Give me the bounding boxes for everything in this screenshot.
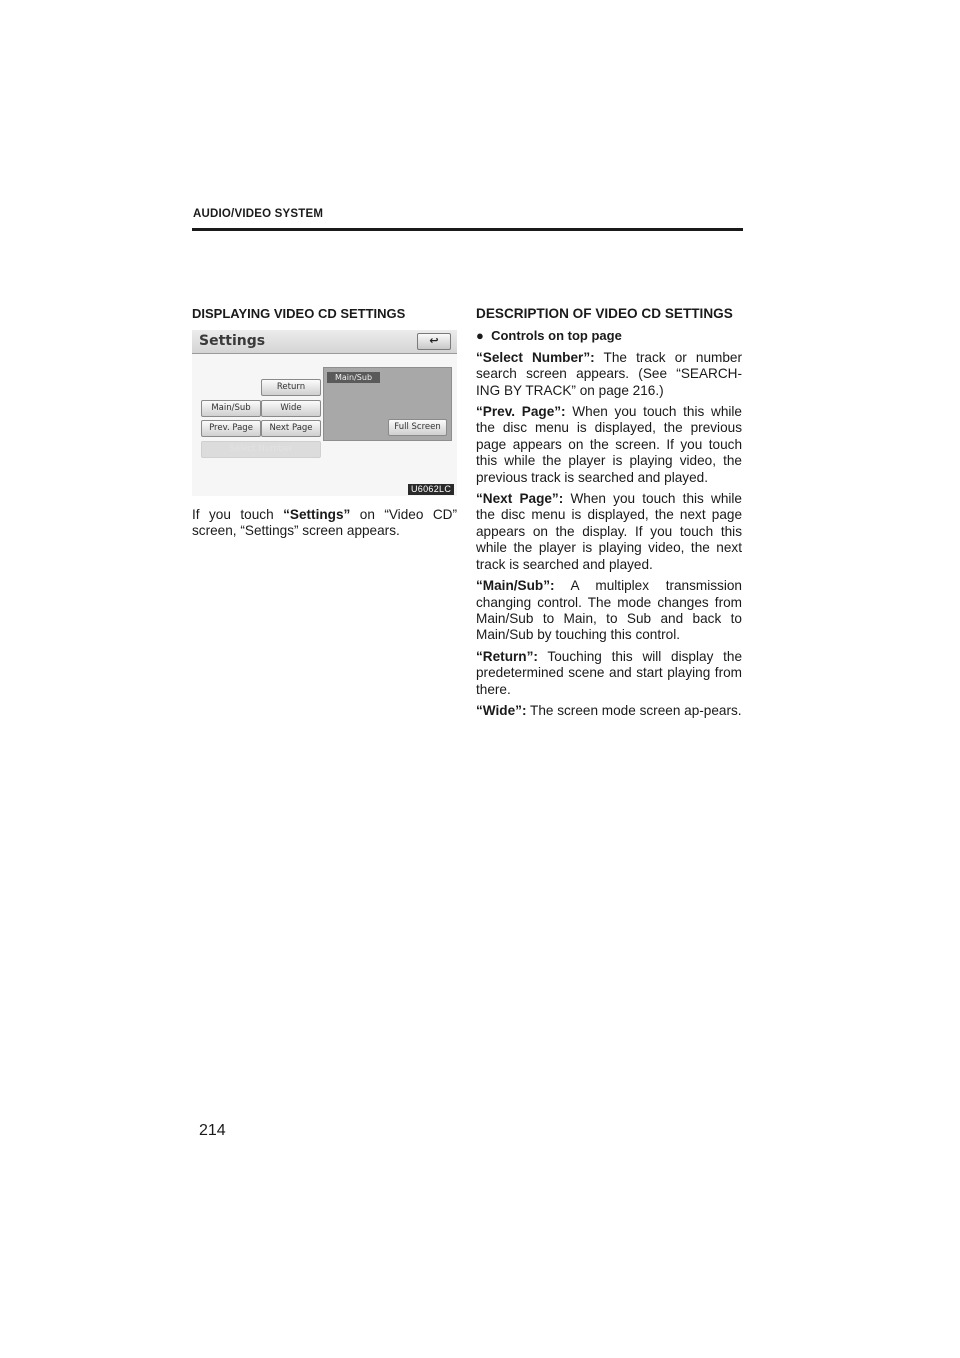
- return-button[interactable]: Return: [261, 379, 321, 396]
- item-wide: [476, 703, 742, 719]
- item-return: [476, 649, 742, 698]
- intro-text-2: on “Video CD” screen, “Settings” screen appears.: [192, 507, 457, 539]
- bullet-icon: ●: [476, 328, 484, 344]
- select-number-button[interactable]: Select Number: [201, 441, 321, 458]
- item-desc: Touching this will display the predetermined scene and start playing from there.: [476, 648, 742, 697]
- item-prev-page: [476, 404, 742, 486]
- item-term: “Return”:: [476, 648, 538, 664]
- item-term: “Wide”:: [476, 702, 527, 718]
- figure-titlebar: [192, 330, 457, 354]
- back-arrow-icon[interactable]: ↩: [417, 333, 451, 350]
- next-page-button[interactable]: Next Page: [261, 420, 321, 437]
- full-screen-button[interactable]: Full Screen: [388, 419, 447, 436]
- item-desc: A multiplex transmission changing control. The mode changes from Main/Sub to Main, to Sub and back to Main/Sub by touching this control.: [476, 578, 742, 643]
- video-mode-label: Main/Sub: [327, 372, 380, 383]
- figure-screen-title: Settings: [199, 333, 266, 349]
- running-header: AUDIO/VIDEO SYSTEM: [193, 208, 324, 220]
- controls-subheading: [476, 328, 742, 344]
- item-desc: The screen mode screen ap-pears.: [526, 702, 742, 718]
- subheading-text: Controls on top page: [491, 328, 622, 344]
- intro-text-1: If you touch: [192, 507, 284, 522]
- item-term: “Next Page”:: [476, 491, 564, 507]
- item-desc: When you touch this while the disc menu is displayed, the next page appears on the display. If you touch this while the player is playing video, the next track is searched and played.: [476, 491, 742, 572]
- item-term: “Select Number”:: [476, 349, 595, 365]
- figure-code-label: U6062LC: [408, 484, 454, 495]
- wide-button[interactable]: Wide: [261, 400, 321, 417]
- description-column: [476, 306, 742, 724]
- item-next-page: [476, 491, 742, 573]
- main-sub-button[interactable]: Main/Sub: [201, 400, 261, 417]
- item-main-sub: [476, 578, 742, 644]
- header-rule: [192, 228, 743, 231]
- settings-screen-figure: [192, 330, 457, 496]
- page-number: 214: [199, 1122, 226, 1139]
- item-desc: When you touch this while the disc menu is displayed, the previous page appears on the screen. If you touch this while the player is playing video, the previous track is searched and played.: [476, 404, 742, 485]
- left-section-title: DISPLAYING VIDEO CD SETTINGS: [192, 306, 406, 321]
- prev-page-button[interactable]: Prev. Page: [201, 420, 261, 437]
- intro-paragraph: [192, 507, 457, 540]
- item-desc: The track or number search screen appears. (See “SEARCH-ING BY TRACK” on page 216.): [476, 349, 743, 398]
- settings-term: “Settings”: [283, 507, 351, 522]
- item-term: “Main/Sub”:: [476, 578, 555, 594]
- right-section-title: DESCRIPTION OF VIDEO CD SETTINGS: [476, 306, 733, 321]
- item-term: “Prev. Page”:: [476, 404, 566, 420]
- item-select-number: [476, 350, 742, 399]
